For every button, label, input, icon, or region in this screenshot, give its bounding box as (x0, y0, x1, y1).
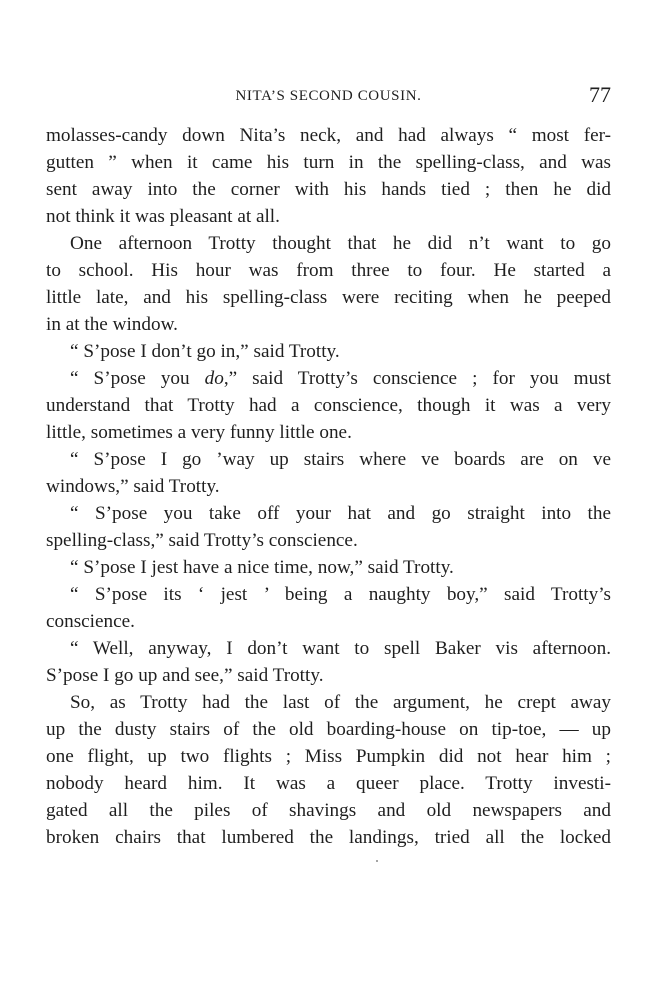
text-line: one flight, up two flights ; Miss Pumpkin did not hear him ; (46, 746, 611, 767)
text-line: up the dusty stairs of the old boarding-house on tip-toe, — up (46, 719, 611, 740)
page-number: 77 (589, 82, 611, 107)
text-line: gated all the piles of shavings and old newspapers and (46, 800, 611, 821)
text-line: spelling-class,” said Trotty’s conscience. (46, 530, 358, 551)
text-line: “ S’pose you take off your hat and go straight into the (70, 503, 611, 524)
text-line: “ S’pose I go ’way up stairs where ve boards are on ve (70, 449, 611, 470)
text-line: “ Well, anyway, I don’t want to spell Baker vis afternoon. (70, 638, 611, 659)
text-line: So, as Trotty had the last of the argument, he crept away (70, 692, 611, 713)
text-line: nobody heard him. It was a queer place. Trotty investi- (46, 773, 611, 794)
text-line: broken chairs that lumbered the landings, tried all the locked (46, 827, 611, 848)
page-header (46, 84, 611, 112)
text-line: little, sometimes a very funny little one. (46, 422, 352, 443)
text-line: S’pose I go up and see,” said Trotty. (46, 665, 324, 686)
running-title: NITA’S SECOND COUSIN. (235, 88, 422, 104)
text-line: “ S’pose I don’t go in,” said Trotty. (70, 341, 340, 362)
text-line: “ S’pose you do,” said Trotty’s conscience ; for you must (70, 368, 611, 389)
text-line: “ S’pose its ‘ jest ’ being a naughty boy,” said Trotty’s (70, 584, 611, 605)
text-line: in at the window. (46, 314, 178, 335)
ink-speck (376, 860, 378, 862)
text-line: to school. His hour was from three to four. He started a (46, 260, 611, 281)
text-line: molasses-candy down Nita’s neck, and had always “ most fer- (46, 125, 611, 146)
text-line: conscience. (46, 611, 135, 632)
text-line: “ S’pose I jest have a nice time, now,” said Trotty. (70, 557, 454, 578)
text-line: not think it was pleasant at all. (46, 206, 280, 227)
text-line: gutten ” when it came his turn in the spelling-class, and was (46, 152, 611, 173)
text-line: little late, and his spelling-class were reciting when he peeped (46, 287, 611, 308)
text-line: understand that Trotty had a conscience, though it was a very (46, 395, 611, 416)
text-line: One afternoon Trotty thought that he did n’t want to go (70, 233, 611, 254)
body-text (46, 122, 611, 851)
text-line: windows,” said Trotty. (46, 476, 220, 497)
text-line: sent away into the corner with his hands tied ; then he did (46, 179, 611, 200)
